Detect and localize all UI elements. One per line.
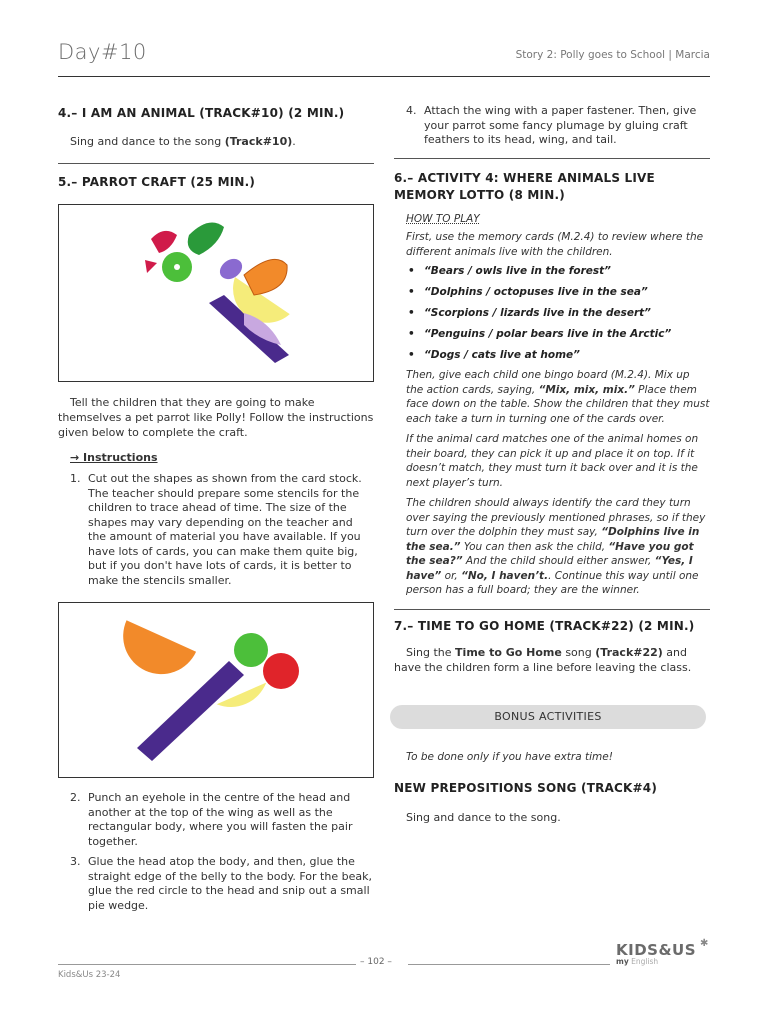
- green-head-circle: [234, 633, 268, 667]
- kids-and-us-logo: [616, 938, 709, 966]
- section-6-p1: First, use the memory cards (M.2.4) to review where the different animals live with the children.: [406, 231, 704, 258]
- section-6-p3: If the animal card matches one of the animal homes on their board, they can pick it up and place it on top. If it doesn’t match, they must turn it back over and it is the next player’s turn.: [406, 433, 699, 489]
- shapes-photo: [58, 602, 374, 778]
- section-5-intro: Tell the children that they are going to make themselves a pet parrot like Polly! Follow the instructions given below to complete the craft.: [58, 396, 374, 439]
- section-5-heading: 5.– PARROT CRAFT (25 MIN.): [58, 175, 256, 189]
- section-divider: [394, 158, 710, 159]
- sparkle-icon: ✱: [700, 938, 709, 949]
- footer-edition: Kids&Us 23-24: [58, 970, 121, 980]
- red-feather: [151, 231, 177, 253]
- bonus-note: To be done only if you have extra time!: [406, 751, 613, 763]
- page-number: – 102 –: [360, 957, 392, 967]
- craft-shapes-image: [59, 603, 373, 777]
- footer-line-right: [408, 964, 610, 965]
- header-divider: [58, 76, 710, 77]
- section-6-heading: 6.– ACTIVITY 4: WHERE ANIMALS LIVE MEMORY LOTTO (8 MIN.): [394, 170, 655, 202]
- bonus-text: Sing and dance to the song.: [406, 811, 561, 824]
- green-feather: [188, 223, 224, 256]
- section-divider: [58, 163, 374, 164]
- instruction-list-2: [58, 791, 374, 913]
- section-7-heading: 7.– TIME TO GO HOME (TRACK#22) (2 MIN.): [394, 618, 695, 633]
- left-column: [58, 100, 374, 913]
- instruction-step: 1. Cut out the shapes as shown from the card stock. The teacher should prepare some stencils for the children to trace ahead of time. The size of the shapes may vary depending on the teacher and the amount of material you have available. If you have lots of cards, you can make them quite big, but if you don't have lots of cards, it is better to make the stencils smaller.: [70, 472, 362, 587]
- section-7-text: Sing the Time to Go Home song (Track#22) and have the children form a line before leaving the class.: [394, 645, 692, 674]
- instruction-step: 2. Punch an eyehole in the centre of the head and another at the top of the wing as well as the rectangular body, where you will fasten the pair together.: [70, 791, 353, 848]
- phrase-list: [406, 261, 710, 366]
- page-title: Day#10: [58, 40, 147, 64]
- instruction-list-3: [394, 104, 710, 148]
- parrot-head-purple: [216, 255, 246, 284]
- red-beak-circle: [263, 653, 299, 689]
- phrase-item: • “Dolphins / octopuses live in the sea”: [408, 286, 648, 298]
- phrase-item: • “Dogs / cats live at home”: [408, 349, 580, 361]
- phrase-item: • “Penguins / polar bears live in the Arctic”: [408, 328, 672, 340]
- phrase-item: • “Bears / owls live in the forest”: [408, 265, 611, 277]
- instruction-step: 4. Attach the wing with a paper fastener. Then, give your parrot some fancy plumage by gluing craft feathers to its head, wing, and tail.: [406, 104, 697, 146]
- finished-parrot-image: [59, 205, 373, 381]
- purple-body-rectangle: [137, 661, 244, 761]
- right-column: [394, 100, 710, 675]
- parrot-beak: [145, 260, 157, 273]
- section-divider: [394, 609, 710, 610]
- bonus-activities-banner: BONUS ACTIVITIES: [390, 705, 706, 729]
- logo-tagline: my English: [616, 957, 659, 966]
- how-to-play-label: HOW TO PLAY: [406, 212, 480, 225]
- section-4-heading: 4.– I AM AN ANIMAL (TRACK#10) (2 MIN.): [58, 106, 345, 120]
- parrot-photo: [58, 204, 374, 382]
- instruction-list-1: [58, 472, 374, 588]
- footer-line-left: [58, 964, 356, 965]
- section-4-text: Sing and dance to the song (Track#10).: [70, 135, 296, 148]
- eyehole: [174, 264, 180, 270]
- logo-wordmark: KIDS&US: [616, 941, 697, 959]
- phrase-item: • “Scorpions / lizards live in the desert”: [408, 307, 651, 319]
- bonus-heading: NEW PREPOSITIONS SONG (TRACK#4): [394, 781, 658, 795]
- page-subtitle: Story 2: Polly goes to School | Marcia: [515, 49, 710, 61]
- instruction-step: 3. Glue the head atop the body, and then, glue the straight edge of the belly to the body. For the beak, glue the red circle to the head and snip out a small pie wedge.: [70, 855, 372, 912]
- instructions-label: → Instructions: [70, 451, 158, 464]
- orange-wing-shape: [120, 609, 199, 680]
- section-6-p4: The children should always identify the card they turn over saying the previously mentioned phrases, so if they turn over the dolphin they must say, “Dolphins live in the sea.” You can then ask the child, “Have you got the sea?” And the child should either answer, “Yes, I have” or, “No, I haven’t.. Continue this way until one person has a full board; they are the winner.: [406, 497, 706, 596]
- section-6-p2: Then, give each child one bingo board (M.2.4). Mix up the action cards, saying, “Mix, mix, mix.” Place them face down on the table. Show the children that they must each take a turn in turning one of the cards over.: [406, 369, 710, 425]
